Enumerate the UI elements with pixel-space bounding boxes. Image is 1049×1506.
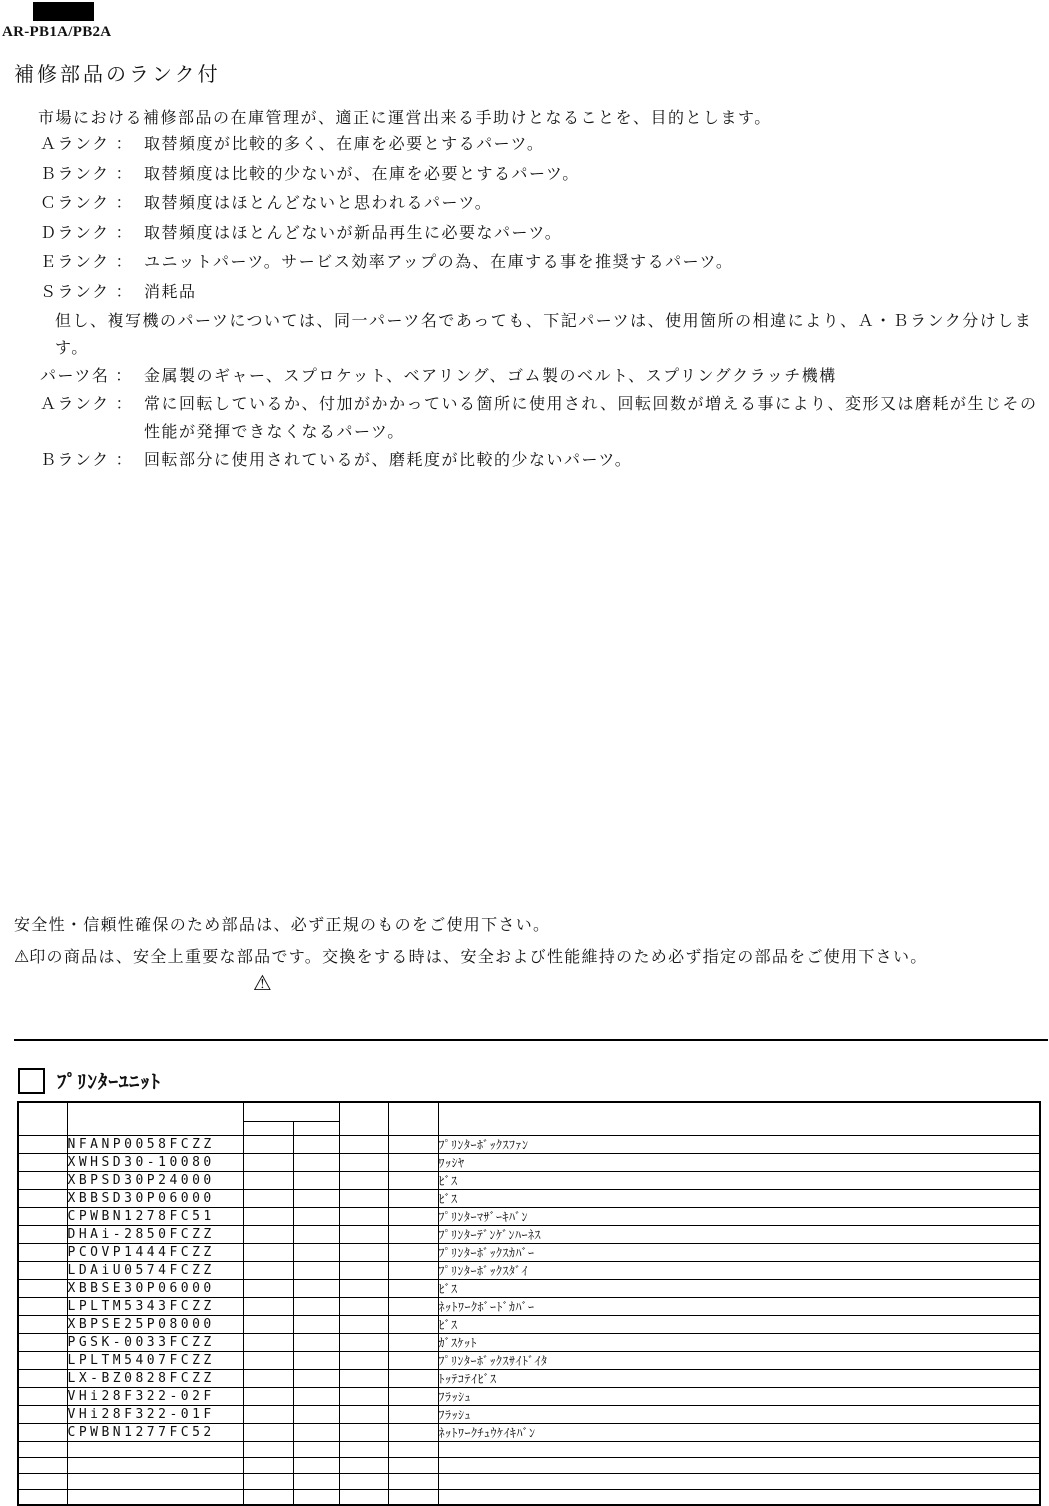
rank-label: Ａランク ： — [40, 396, 134, 413]
rank-row — [40, 363, 1045, 391]
rank-desc: 常に回転しているか、付加がかかっている箇所に使用され、回転回数が増える事により、変形又は磨耗が生じその性能が発揮できなくなるパーツ。 — [144, 396, 1038, 441]
rank-desc: 取替頻度が比較的多く、在庫を必要とするパーツ。 — [144, 136, 545, 153]
table-row — [18, 1489, 1040, 1505]
ref-cell — [18, 1279, 67, 1297]
blank-cell-d — [388, 1351, 438, 1369]
blank-cell-d — [388, 1489, 438, 1505]
blank-cell-a — [243, 1473, 293, 1489]
part-description-cell: ﾋﾞｽ — [438, 1315, 1040, 1333]
blank-cell-b — [293, 1473, 339, 1489]
rank-label: パーツ名 ： — [40, 368, 133, 385]
blank-cell-a — [243, 1297, 293, 1315]
part-number-cell: LDAiU0574FCZZ — [67, 1261, 243, 1279]
blank-cell-c — [339, 1351, 388, 1369]
rank-label: Ｅランク ： — [40, 254, 134, 271]
blank-cell-b — [293, 1153, 339, 1171]
blank-cell-d — [388, 1457, 438, 1473]
part-number-cell: PGSK-0033FCZZ — [67, 1333, 243, 1351]
blank-cell-b — [293, 1243, 339, 1261]
blank-cell-a — [243, 1423, 293, 1441]
part-number-cell: XBPSD30P24000 — [67, 1171, 243, 1189]
part-description-cell: ﾌﾟﾘﾝﾀｰﾎﾞｯｸｽﾀﾞｲ — [438, 1261, 1040, 1279]
part-number-cell: XBBSE30P06000 — [67, 1279, 243, 1297]
ref-cell — [18, 1135, 67, 1153]
rank-label: Ｄランク ： — [40, 224, 134, 242]
blank-cell-a — [243, 1207, 293, 1225]
header-subcell-right — [293, 1121, 339, 1135]
part-description-cell — [438, 1473, 1040, 1489]
blank-cell-b — [293, 1457, 339, 1473]
blank-cell-c — [339, 1457, 388, 1473]
rank-row — [40, 190, 1040, 220]
standalone-warning-icon: ⚠ — [253, 972, 272, 995]
blank-cell-c — [339, 1225, 388, 1243]
part-number-cell: VHi28F322-02F — [67, 1387, 243, 1405]
blank-cell-c — [339, 1405, 388, 1423]
ref-cell — [18, 1261, 67, 1279]
blank-cell-a — [243, 1135, 293, 1153]
rank-row — [40, 279, 1040, 309]
ref-cell — [18, 1189, 67, 1207]
part-number-cell — [67, 1489, 243, 1505]
table-row — [18, 1243, 1040, 1261]
blank-cell-b — [293, 1171, 339, 1189]
blank-cell-b — [293, 1405, 339, 1423]
blank-cell-a — [243, 1441, 293, 1457]
part-description-cell: ﾋﾞｽ — [438, 1279, 1040, 1297]
header-part-number-cell — [67, 1102, 243, 1135]
blank-cell-b — [293, 1189, 339, 1207]
blank-cell-d — [388, 1369, 438, 1387]
table-row — [18, 1171, 1040, 1189]
top-redaction-box — [33, 2, 94, 21]
table-row — [18, 1279, 1040, 1297]
blank-cell-d — [388, 1333, 438, 1351]
blank-cell-a — [243, 1489, 293, 1505]
ref-cell — [18, 1225, 67, 1243]
parts-table-body — [18, 1135, 1040, 1505]
header-group-cell — [243, 1102, 339, 1121]
rank-desc: 回転部分に使用されているが、磨耗度が比較的少ないパーツ。 — [144, 452, 633, 469]
note-text: 但し、複写機のパーツについては、同一パーツ名であっても、下記パーツは、使用箇所の相違により、Ａ・Ｂランク分けします。 — [55, 313, 1033, 357]
header-subcell-left — [243, 1121, 293, 1135]
ref-cell — [18, 1171, 67, 1189]
table-row — [18, 1225, 1040, 1243]
warning-icon: ⚠ — [14, 947, 30, 966]
model-code: AR-PB1A/PB2A — [2, 24, 112, 40]
blank-cell-d — [388, 1225, 438, 1243]
blank-cell-c — [339, 1473, 388, 1489]
part-number-cell — [67, 1473, 243, 1489]
blank-cell-a — [243, 1243, 293, 1261]
blank-cell-d — [388, 1261, 438, 1279]
blank-cell-c — [339, 1171, 388, 1189]
blank-cell-b — [293, 1489, 339, 1505]
table-row — [18, 1423, 1040, 1441]
blank-cell-a — [243, 1333, 293, 1351]
table-row — [18, 1135, 1040, 1153]
blank-cell-d — [388, 1279, 438, 1297]
blank-cell-a — [243, 1387, 293, 1405]
table-row — [18, 1333, 1040, 1351]
blank-cell-d — [388, 1153, 438, 1171]
part-description-cell: ﾌﾗｯｼｭ — [438, 1387, 1040, 1405]
blank-cell-c — [339, 1441, 388, 1457]
ref-cell — [18, 1333, 67, 1351]
part-description-cell: ｶﾞｽｹｯﾄ — [438, 1333, 1040, 1351]
blank-cell-c — [339, 1153, 388, 1171]
blank-cell-b — [293, 1207, 339, 1225]
rank-row — [40, 220, 1040, 250]
rank-row — [40, 131, 1040, 161]
part-description-cell — [438, 1441, 1040, 1457]
part-description-cell: ﾌﾟﾘﾝﾀｰﾎﾞｯｸｽﾌｧﾝ — [438, 1135, 1040, 1153]
rank-label: Ｃランク ： — [40, 195, 134, 212]
part-number-cell: PCOVP1444FCZZ — [67, 1243, 243, 1261]
ref-cell — [18, 1473, 67, 1489]
blank-cell-d — [388, 1189, 438, 1207]
ref-cell — [18, 1207, 67, 1225]
blank-cell-c — [339, 1135, 388, 1153]
blank-cell-c — [339, 1423, 388, 1441]
blank-cell-b — [293, 1387, 339, 1405]
blank-cell-d — [388, 1243, 438, 1261]
blank-cell-d — [388, 1135, 438, 1153]
header-blank-cell-2 — [388, 1102, 438, 1135]
part-description-cell: ﾋﾞｽ — [438, 1189, 1040, 1207]
header-ref-cell — [18, 1102, 67, 1135]
part-description-cell: ﾈｯﾄﾜｰｸﾁｭｳｹｲｷﾊﾞﾝ — [438, 1423, 1040, 1441]
part-description-cell: ﾜｯｼﾔ — [438, 1153, 1040, 1171]
part-number-cell: DHAi-2850FCZZ — [67, 1225, 243, 1243]
blank-cell-d — [388, 1171, 438, 1189]
parts-table — [17, 1101, 1041, 1506]
blank-cell-a — [243, 1405, 293, 1423]
part-number-cell: LPLTM5407FCZZ — [67, 1351, 243, 1369]
rank-row — [40, 447, 1045, 475]
table-row — [18, 1441, 1040, 1457]
table-row — [18, 1261, 1040, 1279]
ref-cell — [18, 1297, 67, 1315]
part-number-cell: CPWBN1277FC52 — [67, 1423, 243, 1441]
unit-marker-checkbox — [18, 1068, 45, 1094]
table-row — [18, 1315, 1040, 1333]
part-description-cell — [438, 1489, 1040, 1505]
part-description-cell: ﾈｯﾄﾜｰｸﾎﾞｰﾄﾞｶﾊﾞｰ — [438, 1297, 1040, 1315]
header-blank-cell-1 — [339, 1102, 388, 1135]
blank-cell-a — [243, 1225, 293, 1243]
part-number-cell: XBPSE25P08000 — [67, 1315, 243, 1333]
intro-text: 市場における補修部品の在庫管理が、適正に運営出来る手助けとなることを、目的とします。 — [38, 110, 772, 127]
part-number-cell: XWHSD30-10080 — [67, 1153, 243, 1171]
table-row — [18, 1207, 1040, 1225]
blank-cell-a — [243, 1189, 293, 1207]
ref-cell — [18, 1441, 67, 1457]
blank-cell-d — [388, 1297, 438, 1315]
rank-label: Ａランク ： — [40, 136, 134, 153]
table-row — [18, 1189, 1040, 1207]
blank-cell-a — [243, 1171, 293, 1189]
table-row — [18, 1153, 1040, 1171]
table-row — [18, 1457, 1040, 1473]
blank-cell-b — [293, 1441, 339, 1457]
blank-cell-b — [293, 1279, 339, 1297]
part-description-cell — [438, 1457, 1040, 1473]
part-description-cell: ﾌﾟﾘﾝﾀｰﾎﾞｯｸｽｻｲﾄﾞｲﾀ — [438, 1351, 1040, 1369]
blank-cell-c — [339, 1315, 388, 1333]
divider-rule — [14, 1039, 1048, 1041]
blank-cell-d — [388, 1473, 438, 1489]
table-row — [18, 1297, 1040, 1315]
rank-label: Ｓランク ： — [40, 283, 134, 301]
part-number-cell: CPWBN1278FC51 — [67, 1207, 243, 1225]
blank-cell-d — [388, 1441, 438, 1457]
blank-cell-c — [339, 1369, 388, 1387]
header-description-cell — [438, 1102, 1040, 1135]
rank-desc: 消耗品 — [144, 283, 197, 301]
table-row — [18, 1405, 1040, 1423]
page-title: 補修部品のランク付 — [14, 64, 221, 86]
safety-note-line2 — [14, 944, 1034, 967]
safety-section — [14, 912, 1034, 976]
part-number-cell: VHi28F322-01F — [67, 1405, 243, 1423]
part-description-cell: ﾋﾞｽ — [438, 1171, 1040, 1189]
rank-desc: 金属製のギャー、スプロケット、ベアリング、ゴム製のベルト、スプリングクラッチ機構 — [144, 368, 837, 385]
part-description-cell: ﾌﾟﾘﾝﾀｰﾃﾞﾝｹﾞﾝﾊｰﾈｽ — [438, 1225, 1040, 1243]
safety-note-line2-text: 印の商品は、安全上重要な部品です。交換をする時は、安全および性能維持のため必ず指定の部品をご使用下さい。 — [29, 949, 928, 966]
blank-cell-c — [339, 1243, 388, 1261]
blank-cell-b — [293, 1261, 339, 1279]
part-number-cell: LPLTM5343FCZZ — [67, 1297, 243, 1315]
part-number-cell — [67, 1457, 243, 1473]
blank-cell-b — [293, 1333, 339, 1351]
ref-cell — [18, 1489, 67, 1505]
blank-cell-d — [388, 1387, 438, 1405]
blank-cell-b — [293, 1135, 339, 1153]
blank-cell-a — [243, 1369, 293, 1387]
blank-cell-b — [293, 1315, 339, 1333]
blank-cell-a — [243, 1351, 293, 1369]
rank-row — [40, 391, 1045, 447]
ref-cell — [18, 1457, 67, 1473]
table-row — [18, 1369, 1040, 1387]
blank-cell-c — [339, 1261, 388, 1279]
rank-row — [40, 161, 1040, 191]
part-number-cell: LX-BZ0828FCZZ — [67, 1369, 243, 1387]
unit-section-title: ﾌﾟﾘﾝﾀｰﾕﾆｯﾄ — [57, 1072, 162, 1093]
rank-row — [40, 249, 1040, 279]
part-description-cell: ﾌﾟﾘﾝﾀｰﾎﾞｯｸｽｶﾊﾞｰ — [438, 1243, 1040, 1261]
blank-cell-c — [339, 1333, 388, 1351]
blank-cell-b — [293, 1351, 339, 1369]
part-description-cell: ﾄｯﾃｺﾃｲﾋﾞｽ — [438, 1369, 1040, 1387]
ref-cell — [18, 1387, 67, 1405]
ref-cell — [18, 1243, 67, 1261]
blank-cell-d — [388, 1405, 438, 1423]
blank-cell-c — [339, 1279, 388, 1297]
ref-cell — [18, 1351, 67, 1369]
parts-table-header — [18, 1102, 1040, 1135]
rank-label: Ｂランク ： — [40, 452, 134, 469]
blank-cell-c — [339, 1207, 388, 1225]
blank-cell-c — [339, 1387, 388, 1405]
rank-desc: 取替頻度はほとんどないが新品再生に必要なパーツ。 — [144, 224, 563, 242]
ref-cell — [18, 1405, 67, 1423]
part-number-cell: XBBSD30P06000 — [67, 1189, 243, 1207]
blank-cell-b — [293, 1369, 339, 1387]
part-number-cell: NFANP0058FCZZ — [67, 1135, 243, 1153]
blank-cell-b — [293, 1423, 339, 1441]
ref-cell — [18, 1423, 67, 1441]
table-row — [18, 1387, 1040, 1405]
table-row — [18, 1473, 1040, 1489]
rank-list — [40, 131, 1040, 308]
ref-cell — [18, 1369, 67, 1387]
blank-cell-d — [388, 1423, 438, 1441]
blank-cell-a — [243, 1315, 293, 1333]
safety-note-line1: 安全性・信頼性確保のため部品は、必ず正規のものをご使用下さい。 — [14, 917, 551, 934]
rank-label: Ｂランク ： — [40, 165, 134, 183]
rank-desc: 取替頻度は比較的少ないが、在庫を必要とするパーツ。 — [144, 165, 580, 183]
ref-cell — [18, 1315, 67, 1333]
part-description-cell: ﾌﾟﾘﾝﾀｰﾏｻﾞｰｷﾊﾞﾝ — [438, 1207, 1040, 1225]
part-number-cell — [67, 1441, 243, 1457]
rank-desc: 取替頻度はほとんどないと思われるパーツ。 — [144, 195, 493, 212]
blank-cell-c — [339, 1489, 388, 1505]
blank-cell-c — [339, 1189, 388, 1207]
blank-cell-d — [388, 1207, 438, 1225]
blank-cell-a — [243, 1279, 293, 1297]
blank-cell-a — [243, 1153, 293, 1171]
ref-cell — [18, 1153, 67, 1171]
blank-cell-b — [293, 1297, 339, 1315]
parts-rank-list — [40, 363, 1045, 475]
rank-desc: ユニットパーツ。サービス効率アップの為、在庫する事を推奨するパーツ。 — [144, 254, 734, 271]
blank-cell-b — [293, 1225, 339, 1243]
blank-cell-a — [243, 1457, 293, 1473]
blank-cell-d — [388, 1315, 438, 1333]
table-row — [18, 1351, 1040, 1369]
blank-cell-a — [243, 1261, 293, 1279]
blank-cell-c — [339, 1297, 388, 1315]
part-description-cell: ﾌﾗｯｼｭ — [438, 1405, 1040, 1423]
